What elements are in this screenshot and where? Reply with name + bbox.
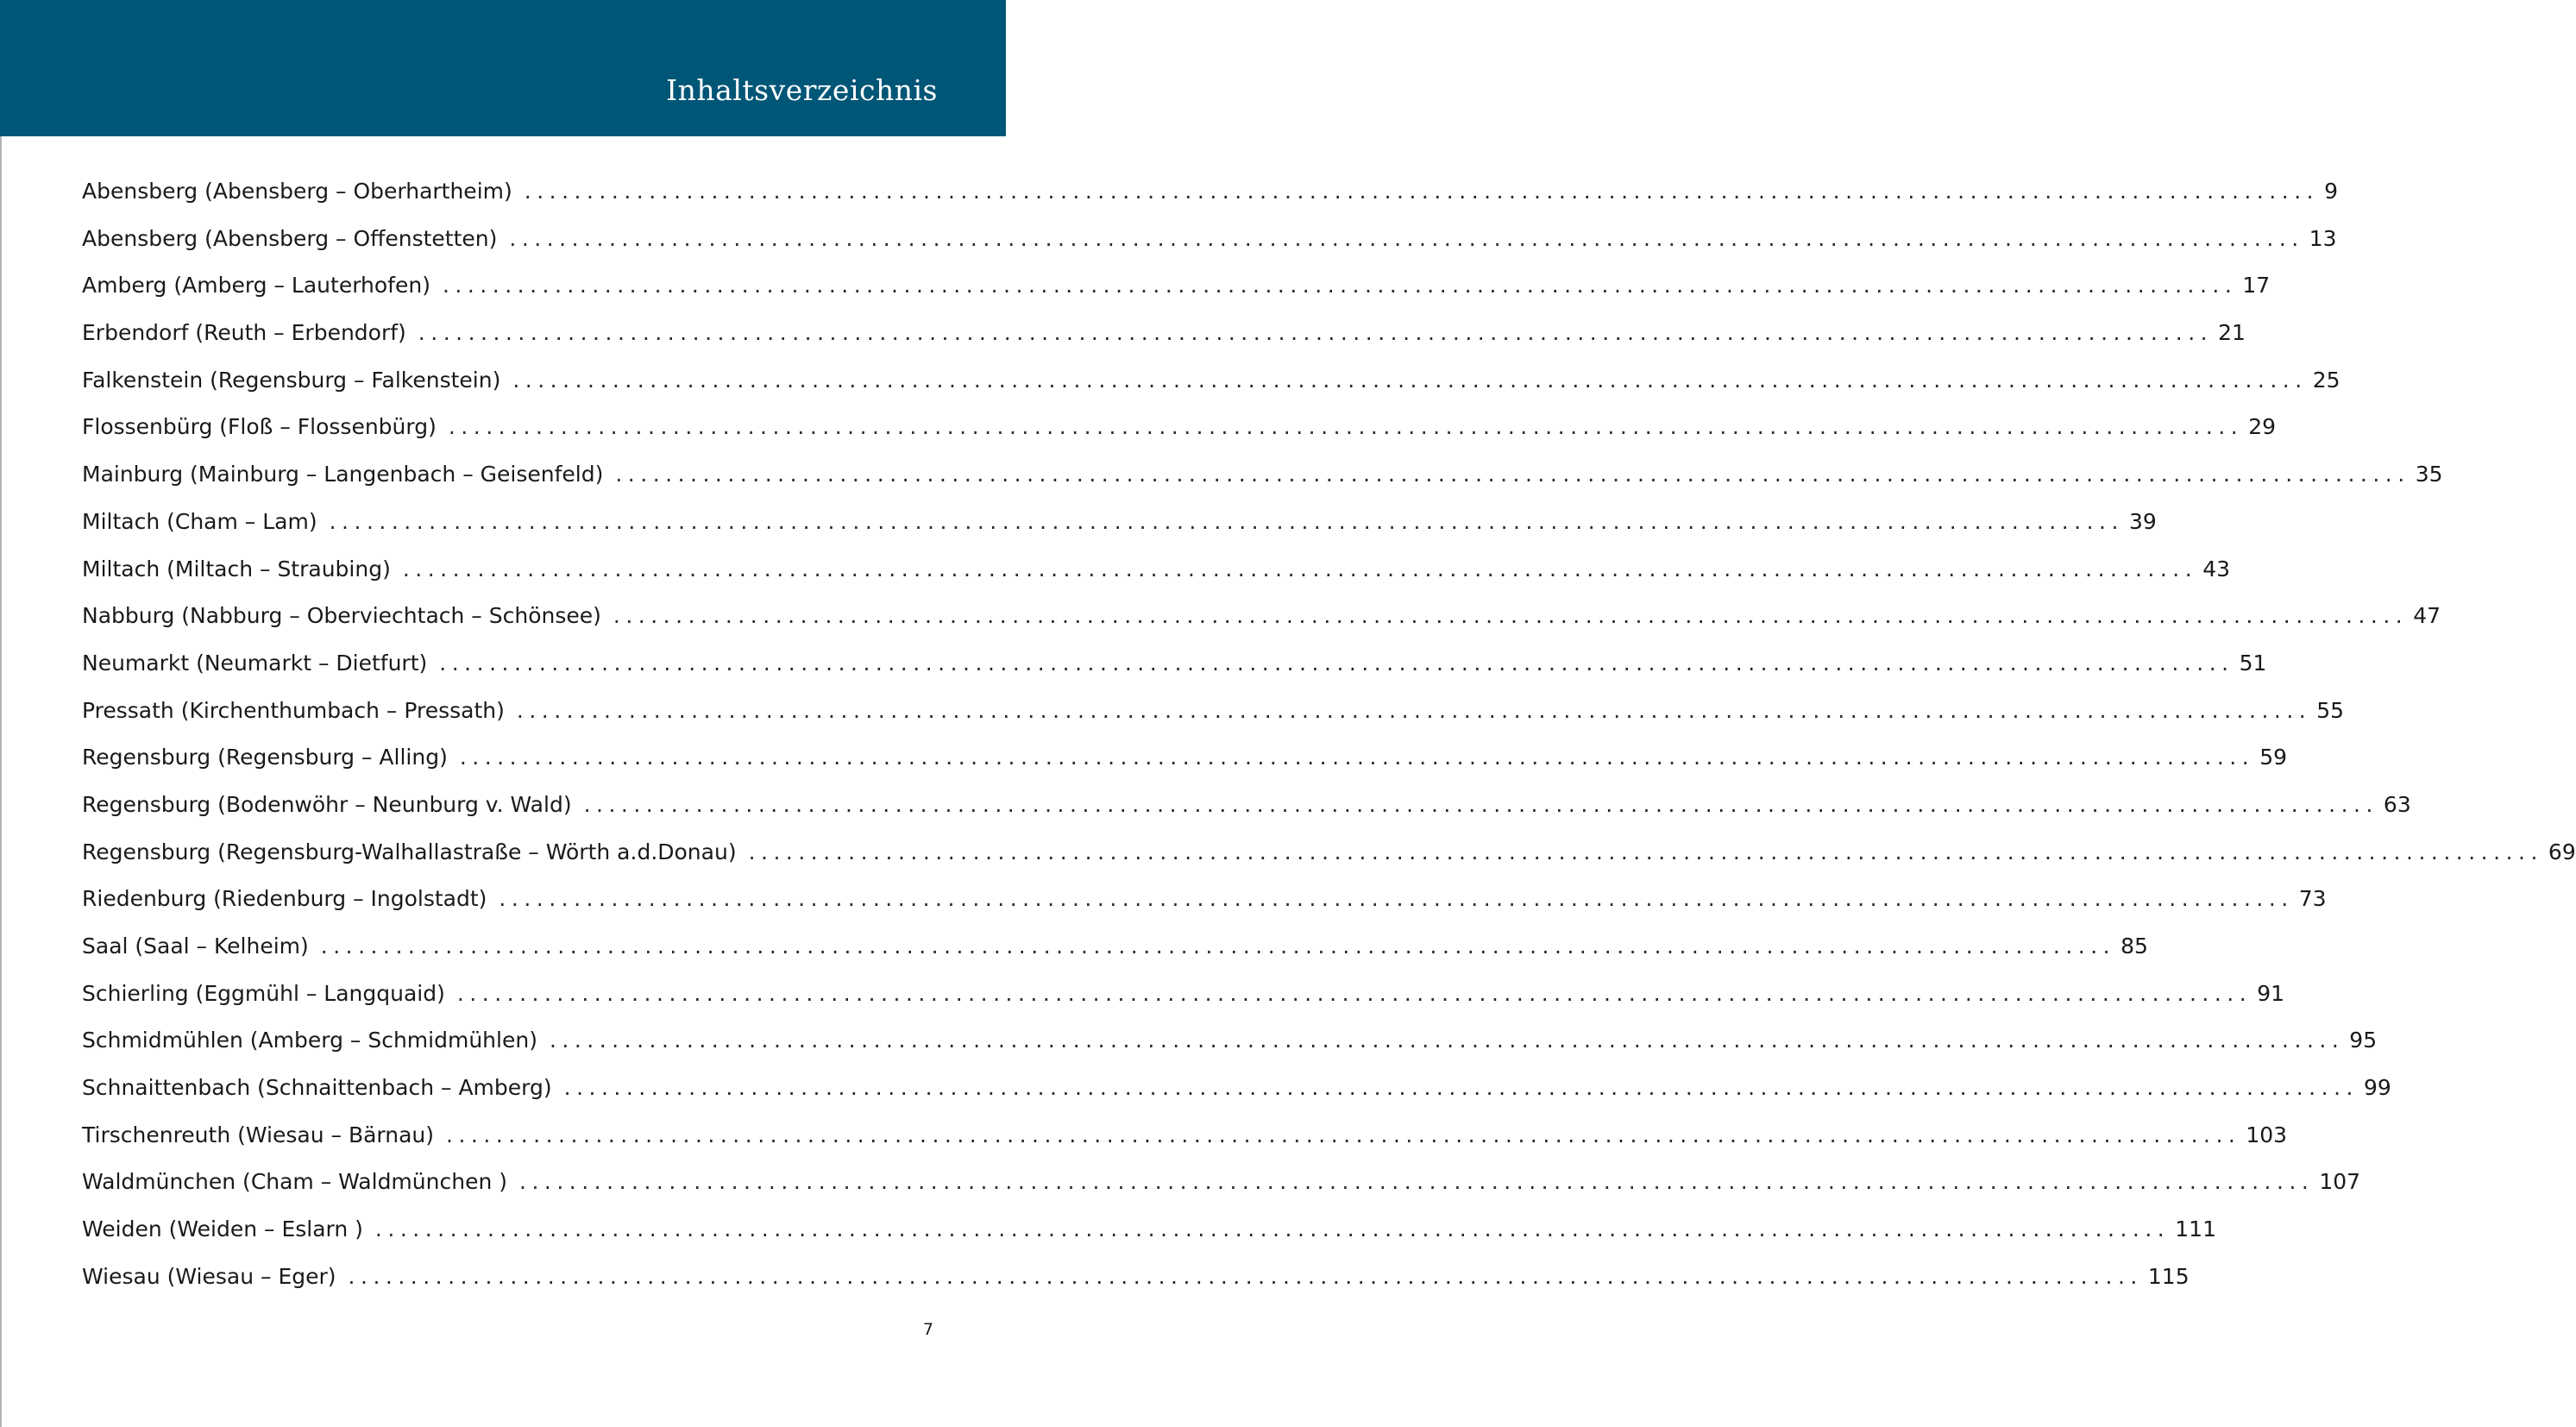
toc-entry bbox=[82, 268, 2271, 316]
toc-entry bbox=[82, 410, 2277, 457]
toc-entry bbox=[82, 740, 2287, 788]
toc-entry-title: Erbendorf (Reuth – Erbendorf) bbox=[82, 320, 406, 346]
toc-entry bbox=[82, 1165, 2361, 1212]
toc-entry-page: 59 bbox=[2259, 745, 2287, 770]
toc-entry-title: Wiesau (Wiesau – Eger) bbox=[82, 1263, 336, 1289]
toc-dot-leader: ................................................................................................................................................ bbox=[459, 745, 2255, 770]
toc-dot-leader: ................................................................................................................................................ bbox=[418, 320, 2214, 346]
toc-entry-page: 35 bbox=[2415, 462, 2443, 487]
toc-dot-leader: ................................................................................................................................................ bbox=[615, 462, 2410, 487]
toc-entry-page: 21 bbox=[2218, 320, 2246, 346]
toc-entry-page: 69 bbox=[2548, 839, 2576, 864]
toc-entry bbox=[82, 882, 2327, 929]
toc-entry-page: 91 bbox=[2257, 980, 2285, 1006]
toc-entry-title: Flossenbürg (Floß – Flossenbürg) bbox=[82, 414, 437, 440]
toc-entry-title: Regensburg (Bodenwöhr – Neunburg v. Wald) bbox=[82, 791, 572, 817]
toc-dot-leader: ................................................................................................................................................ bbox=[748, 839, 2543, 864]
toc-dot-leader: ................................................................................................................................................ bbox=[583, 791, 2378, 817]
toc-dot-leader: ................................................................................................................................................ bbox=[563, 1075, 2359, 1101]
toc-entry-title: Falkenstein (Regensburg – Falkenstein) bbox=[82, 367, 501, 393]
toc-entry bbox=[82, 1023, 2378, 1071]
toc-entry bbox=[82, 552, 2230, 600]
toc-entry bbox=[82, 363, 2340, 411]
toc-dot-leader: ................................................................................................................................................ bbox=[439, 650, 2234, 676]
toc-entry-page: 9 bbox=[2324, 179, 2338, 204]
toc-entry-title: Neumarkt (Neumarkt – Dietfurt) bbox=[82, 650, 428, 676]
toc-entry bbox=[82, 599, 2441, 646]
toc-entry-page: 17 bbox=[2242, 273, 2271, 299]
toc-entry-title: Abensberg (Abensberg – Oberhartheim) bbox=[82, 179, 512, 204]
toc-entry bbox=[82, 646, 2267, 694]
toc-dot-leader: ................................................................................................................................................ bbox=[613, 603, 2409, 629]
toc-entry-title: Pressath (Kirchenthumbach – Pressath) bbox=[82, 697, 505, 723]
toc-dot-leader: ................................................................................................................................................ bbox=[524, 179, 2320, 204]
toc-entry bbox=[82, 1118, 2288, 1166]
toc-dot-leader: ................................................................................................................................................ bbox=[402, 556, 2198, 581]
toc-dot-leader: ................................................................................................................................................ bbox=[456, 980, 2252, 1006]
toc-entry bbox=[82, 1071, 2391, 1118]
toc-entry-title: Schnaittenbach (Schnaittenbach – Amberg) bbox=[82, 1075, 552, 1101]
toc-entry-page: 85 bbox=[2120, 934, 2148, 959]
toc-dot-leader: ................................................................................................................................................ bbox=[446, 1122, 2241, 1147]
toc-dot-leader: ................................................................................................................................................ bbox=[374, 1216, 2171, 1242]
toc-entry-title: Miltach (Miltach – Straubing) bbox=[82, 556, 391, 581]
toc-entry-page: 51 bbox=[2239, 650, 2267, 676]
toc-entry-title: Schierling (Eggmühl – Langquaid) bbox=[82, 980, 445, 1006]
toc-entry-title: Regensburg (Regensburg-Walhallastraße – Wörth a.d.Donau) bbox=[82, 839, 737, 864]
toc-dot-leader: ................................................................................................................................................ bbox=[320, 934, 2116, 959]
toc-entry bbox=[82, 835, 2576, 883]
toc-dot-leader: ................................................................................................................................................ bbox=[549, 1028, 2345, 1053]
toc-entry bbox=[82, 788, 2411, 835]
toc-entry bbox=[82, 977, 2285, 1024]
toc-entry-page: 43 bbox=[2202, 556, 2230, 581]
toc-entry-title: Saal (Saal – Kelheim) bbox=[82, 934, 309, 959]
toc-entry bbox=[82, 929, 2148, 977]
toc-dot-leader: ................................................................................................................................................ bbox=[442, 273, 2238, 299]
toc-entry-page: 103 bbox=[2246, 1122, 2288, 1147]
toc-entry-title: Nabburg (Nabburg – Oberviechtach – Schönsee) bbox=[82, 603, 601, 629]
toc-entry-title: Tirschenreuth (Wiesau – Bärnau) bbox=[82, 1122, 435, 1147]
toc-entry-page: 115 bbox=[2147, 1263, 2190, 1289]
toc-entry-page: 107 bbox=[2319, 1169, 2361, 1195]
toc-entry bbox=[82, 1260, 2190, 1307]
toc-entry bbox=[82, 694, 2345, 741]
toc-dot-leader: ................................................................................................................................................ bbox=[519, 1169, 2315, 1195]
toc-dot-leader: ................................................................................................................................................ bbox=[448, 414, 2244, 440]
page-edge-divider bbox=[0, 136, 2, 1427]
toc-entry-title: Riedenburg (Riedenburg – Ingolstadt) bbox=[82, 886, 487, 912]
toc-dot-leader: ................................................................................................................................................ bbox=[329, 508, 2124, 534]
toc-dot-leader: ................................................................................................................................................ bbox=[512, 367, 2308, 393]
toc-entry-title: Schmidmühlen (Amberg – Schmidmühlen) bbox=[82, 1028, 537, 1053]
toc-entry-title: Mainburg (Mainburg – Langenbach – Geisenfeld) bbox=[82, 462, 604, 487]
toc-entry-title: Waldmünchen (Cham – Waldmünchen ) bbox=[82, 1169, 507, 1195]
toc-entry-page: 73 bbox=[2298, 886, 2327, 912]
toc-entry bbox=[82, 457, 2443, 505]
toc-dot-leader: ................................................................................................................................................ bbox=[509, 225, 2304, 251]
toc-entry-page: 29 bbox=[2248, 414, 2277, 440]
toc-entry bbox=[82, 222, 2337, 269]
toc-dot-leader: ................................................................................................................................................ bbox=[516, 697, 2312, 723]
toc-entry-title: Miltach (Cham – Lam) bbox=[82, 508, 317, 534]
toc-dot-leader: ................................................................................................................................................ bbox=[348, 1263, 2143, 1289]
toc-entry bbox=[82, 316, 2246, 363]
toc-entry-page: 55 bbox=[2316, 697, 2345, 723]
toc-entry-title: Weiden (Weiden – Eslarn ) bbox=[82, 1216, 363, 1242]
toc-entry-page: 25 bbox=[2312, 367, 2340, 393]
toc-entry bbox=[82, 174, 2338, 222]
toc-entry-page: 47 bbox=[2413, 603, 2441, 629]
toc-entry-title: Regensburg (Regensburg – Alling) bbox=[82, 745, 448, 770]
toc-entry bbox=[82, 505, 2157, 552]
table-of-contents bbox=[82, 174, 2576, 1307]
header-band bbox=[0, 0, 1006, 136]
toc-entry-page: 111 bbox=[2175, 1216, 2216, 1242]
toc-entry-page: 39 bbox=[2128, 508, 2157, 534]
toc-entry bbox=[82, 1212, 2216, 1260]
page-number: 7 bbox=[922, 1320, 933, 1339]
toc-entry-page: 95 bbox=[2349, 1028, 2378, 1053]
toc-dot-leader: ................................................................................................................................................ bbox=[499, 886, 2294, 912]
toc-entry-page: 63 bbox=[2383, 791, 2411, 817]
page-title: Inhaltsverzeichnis bbox=[666, 73, 938, 107]
toc-entry-title: Abensberg (Abensberg – Offenstetten) bbox=[82, 225, 498, 251]
toc-entry-page: 13 bbox=[2309, 225, 2337, 251]
toc-entry-page: 99 bbox=[2363, 1075, 2391, 1101]
toc-entry-title: Amberg (Amberg – Lauterhofen) bbox=[82, 273, 430, 299]
